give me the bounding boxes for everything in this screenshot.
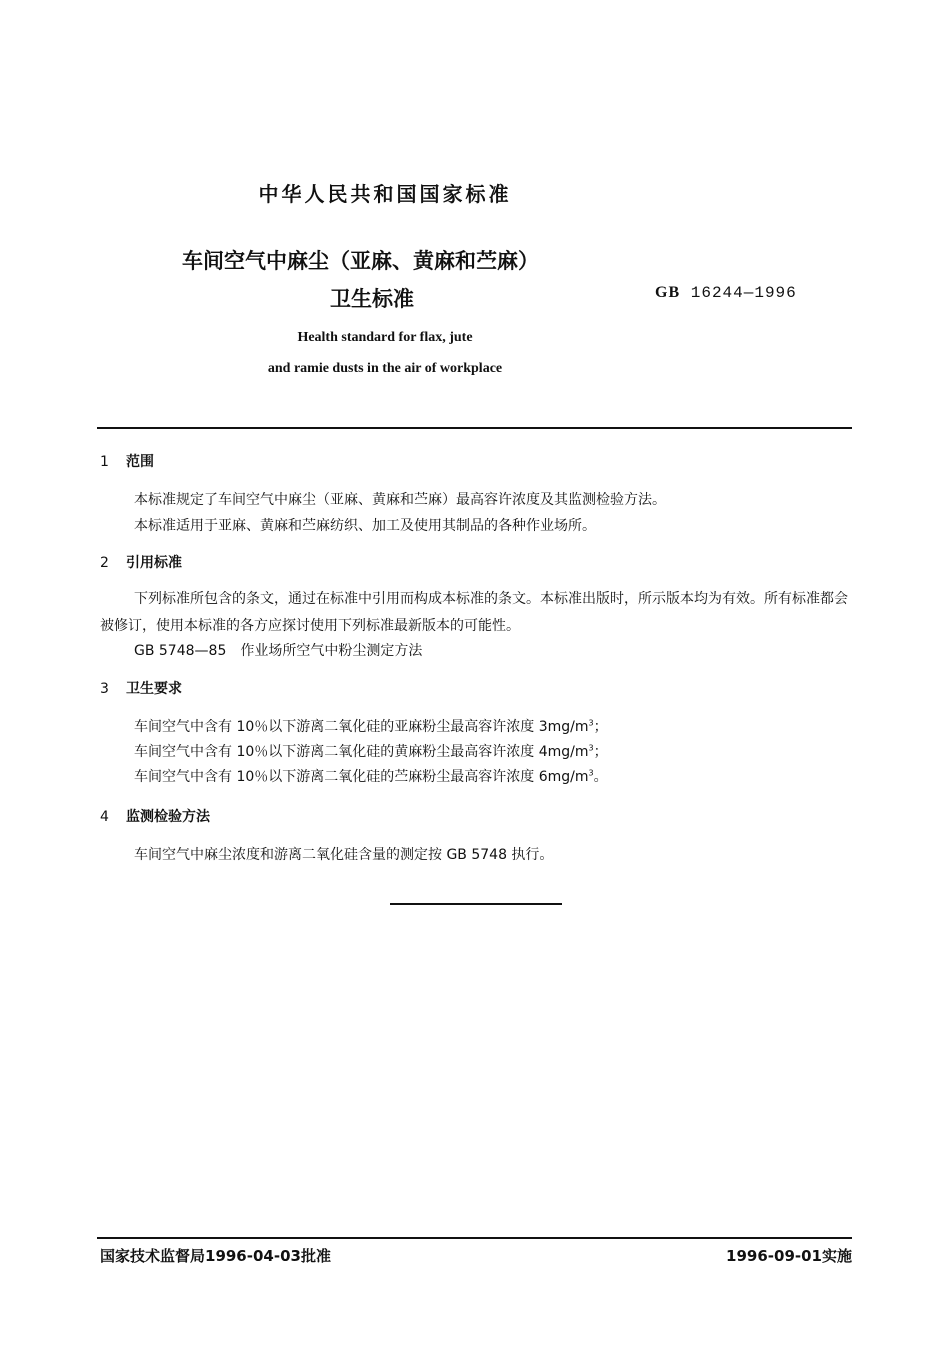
section-number: 1 <box>100 454 109 470</box>
standard-code-number: 16244—1996 <box>690 284 797 302</box>
paragraph: 车间空气中麻尘浓度和游离二氧化硅含量的测定按 GB 5748 执行。 <box>134 847 554 863</box>
punctuation: 。 <box>593 769 608 785</box>
approval-date: 国家技术监督局1996-04-03批准 <box>100 1247 331 1265</box>
section-number: 3 <box>100 681 109 697</box>
english-title-line1: Health standard for flax, jute <box>297 330 473 345</box>
section-number: 4 <box>100 809 109 825</box>
implementation-date: 1996-09-01实施 <box>726 1247 852 1265</box>
paragraph: 本标准适用于亚麻、黄麻和苎麻纺织、加工及使用其制品的各种作业场所。 <box>134 518 596 534</box>
end-of-text-rule <box>390 903 562 905</box>
standard-code-prefix: GB <box>655 284 681 301</box>
superscript: 3 <box>588 743 594 753</box>
limit-text: 车间空气中含有 10％以下游离二氧化硅的亚麻粉尘最高容许浓度 3mg/m <box>134 719 589 735</box>
document-title-line1: 车间空气中麻尘（亚麻、黄麻和苎麻） <box>182 249 539 273</box>
section-heading <box>100 451 154 471</box>
header-divider <box>97 427 852 429</box>
section-heading <box>100 552 182 572</box>
superscript: 3 <box>588 718 594 728</box>
punctuation: ； <box>593 744 608 760</box>
standard-code <box>655 284 797 302</box>
punctuation: ； <box>593 719 608 735</box>
section-number: 2 <box>100 555 109 571</box>
limit-line <box>134 766 608 786</box>
section-title: 范围 <box>126 454 154 470</box>
section-title: 卫生要求 <box>126 681 182 697</box>
national-standard-heading: 中华人民共和国国家标准 <box>258 182 512 206</box>
reference-entry: GB 5748—85 作业场所空气中粉尘测定方法 <box>134 643 423 659</box>
limit-line <box>134 741 608 761</box>
limit-text: 车间空气中含有 10％以下游离二氧化硅的苎麻粉尘最高容许浓度 6mg/m <box>134 769 589 785</box>
english-title-line2: and ramie dusts in the air of workplace <box>267 361 503 376</box>
footer-divider <box>97 1237 852 1239</box>
section-title: 引用标准 <box>126 555 182 571</box>
superscript: 3 <box>588 768 594 778</box>
section-title: 监测检验方法 <box>126 809 210 825</box>
document-title-line2: 卫生标准 <box>330 287 414 311</box>
limit-text: 车间空气中含有 10％以下游离二氧化硅的黄麻粉尘最高容许浓度 4mg/m <box>134 744 589 760</box>
limit-line <box>134 716 608 736</box>
section-heading <box>100 678 182 698</box>
paragraph: 下列标准所包含的条文，通过在标准中引用而构成本标准的条文。本标准出版时，所示版本均为有效。所有标准都会被修订，使用本标准的各方应探讨使用下列标准最新版本的可能性。 <box>100 591 848 634</box>
section-heading <box>100 806 210 826</box>
paragraph: 本标准规定了车间空气中麻尘（亚麻、黄麻和苎麻）最高容许浓度及其监测检验方法。 <box>134 492 666 508</box>
